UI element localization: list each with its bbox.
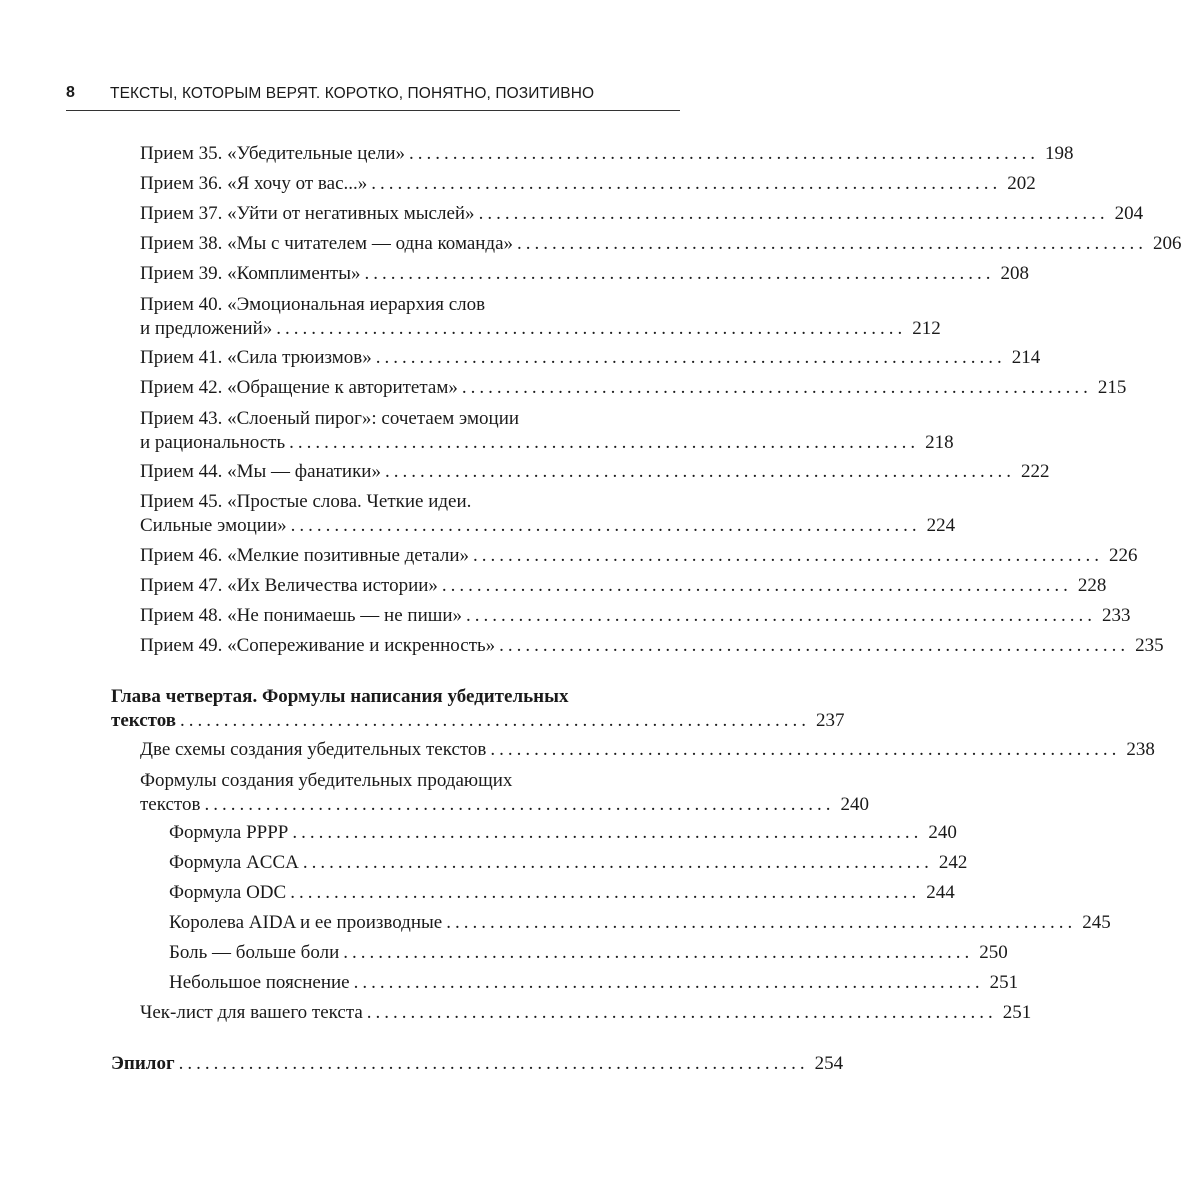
toc-page-number: 212 [912,318,941,339]
toc-page-number: 240 [840,794,869,815]
running-title: ТЕКСТЫ, КОТОРЫМ ВЕРЯТ. КОРОТКО, ПОНЯТНО, ПОЗИТИВНО [110,85,595,102]
leader-dots: ........................................................................ [289,432,920,453]
toc-entry-title: Боль — больше боли [169,942,340,963]
toc-entry-technique-37 [140,202,1144,226]
toc-entry-technique-40 [140,293,941,341]
toc-entry-technique-36 [140,172,1036,196]
leader-dots: ........................................................................ [276,318,907,339]
toc-entry-title: Прием 37. «Уйти от негативных мыслей» [140,203,475,224]
toc-entry-title: Королева AIDA и ее производные [169,912,443,933]
toc-page-number: 215 [1097,377,1127,398]
toc-page-number: 235 [1135,635,1164,656]
toc-page-number: 222 [1020,461,1050,482]
toc-entry-technique-42 [140,376,1127,400]
toc-entry-formula-pppp [169,821,957,845]
toc-entry-title-line1: Формулы создания убедительных продающих [140,770,513,791]
leader-dots: ........................................................................ [441,575,1072,596]
toc-entry-selling-formulas [140,769,869,817]
toc-page-number: 245 [1082,912,1111,933]
toc-entry-title: Прием 39. «Комплименты» [140,263,361,284]
toc-page-number: 204 [1114,203,1144,224]
leader-dots: ........................................................................ [343,942,974,963]
toc-entry-title-line1: Прием 40. «Эмоциональная иерархия слов [140,294,486,315]
toc-page-number: 254 [814,1053,844,1074]
leader-dots: ........................................................................ [375,347,1006,368]
toc-entry-technique-44 [140,460,1050,484]
toc-page-number: 226 [1109,545,1138,566]
toc-entry-epilogue [111,1052,844,1076]
running-header [66,84,680,111]
toc-page-number: 224 [926,515,956,536]
toc-entry-title-line2: Сильные эмоции» [140,515,287,536]
toc-page-number: 242 [938,852,968,873]
toc-chapter-title-line2: текстов [111,710,177,731]
toc-entry-title-line1: Прием 43. «Слоеный пирог»: сочетаем эмоции [140,408,520,429]
toc-entry-technique-38 [140,232,1182,256]
toc-entry-pain [169,941,1008,965]
toc-page-number: 233 [1102,605,1131,626]
toc-entry-title: Эпилог [111,1053,175,1074]
leader-dots: ........................................................................ [302,852,933,873]
toc-entry-title: Прием 49. «Сопереживание и искренность» [140,635,496,656]
leader-dots: ........................................................................ [478,203,1109,224]
toc-page-number: 238 [1126,739,1155,760]
leader-dots: ........................................................................ [178,1053,809,1074]
toc-page-number: 240 [928,822,957,843]
toc-page-number: 244 [926,882,955,903]
toc-entry-checklist [140,1001,1032,1025]
leader-dots: ........................................................................ [366,1002,997,1023]
toc-entry-title: Прием 48. «Не понимаешь — не пиши» [140,605,463,626]
toc-page-number: 250 [979,942,1008,963]
toc-entry-title-line2: текстов [140,794,201,815]
toc-page-number: 202 [1007,173,1036,194]
toc-entry-technique-43 [140,407,954,455]
toc-entry-title-line1: Прием 45. «Простые слова. Четкие идеи. [140,491,472,512]
toc-page-number: 214 [1011,347,1041,368]
toc-entry-technique-46 [140,544,1138,568]
leader-dots: ........................................................................ [490,739,1121,760]
leader-dots: ........................................................................ [384,461,1015,482]
toc-page-number: 228 [1077,575,1107,596]
toc-entry-title-line2: и рациональность [140,432,286,453]
toc-entry-technique-48 [140,604,1131,628]
toc-entry-technique-45 [140,490,956,538]
toc-page-number: 251 [1002,1002,1032,1023]
leader-dots: ........................................................................ [204,794,835,815]
leader-dots: ........................................................................ [292,822,923,843]
toc-entry-title-line2: и предложений» [140,318,273,339]
leader-dots: ........................................................................ [446,912,1077,933]
toc-entry-title: Небольшое пояснение [169,972,350,993]
toc-entry-title: Две схемы создания убедительных текстов [140,739,487,760]
page-number: 8 [66,84,75,101]
leader-dots: ........................................................................ [499,635,1130,656]
toc-entry-formula-acca [169,851,968,875]
toc-entry-technique-41 [140,346,1041,370]
toc-entry-clarification [169,971,1019,995]
toc-entry-title: Прием 42. «Обращение к авторитетам» [140,377,458,398]
toc-entry-aida [169,911,1111,935]
toc-page-number: 251 [989,972,1019,993]
leader-dots: ........................................................................ [461,377,1092,398]
toc-page-number: 208 [1000,263,1029,284]
toc-entry-title: Формула PPPP [169,822,289,843]
leader-dots: ........................................................................ [409,143,1040,164]
toc-entry-title: Чек-лист для вашего текста [140,1002,363,1023]
toc-entry-title: Прием 41. «Сила трюизмов» [140,347,372,368]
toc-chapter-title-line1: Глава четвертая. Формулы написания убедительных [111,686,569,707]
toc-entry-title: Формула ODC [169,882,287,903]
toc-entry-title: Прием 38. «Мы с читателем — одна команда» [140,233,514,254]
toc-entry-technique-35 [140,142,1074,166]
leader-dots: ........................................................................ [290,882,921,903]
leader-dots: ........................................................................ [466,605,1097,626]
toc-entry-technique-39 [140,262,1029,286]
leader-dots: ........................................................................ [517,233,1148,254]
toc-entry-chapter-four [111,685,845,733]
leader-dots: ........................................................................ [180,710,811,731]
leader-dots: ........................................................................ [473,545,1104,566]
toc-entry-title: Прием 36. «Я хочу от вас...» [140,173,368,194]
toc-entry-title: Прием 35. «Убедительные цели» [140,143,406,164]
toc-page-number: 198 [1045,143,1074,164]
toc-entry-technique-47 [140,574,1107,598]
toc-entry-title: Прием 47. «Их Величества истории» [140,575,438,596]
toc-entry-two-schemes [140,738,1155,762]
leader-dots: ........................................................................ [371,173,1002,194]
toc-page-number: 218 [925,432,954,453]
toc-entry-title: Прием 44. «Мы — фанатики» [140,461,381,482]
toc-page-number: 206 [1153,233,1182,254]
toc-entry-title: Прием 46. «Мелкие позитивные детали» [140,545,470,566]
leader-dots: ........................................................................ [364,263,995,284]
toc-entry-title: Формула ACCA [169,852,299,873]
toc-entry-technique-49 [140,634,1164,658]
toc-page-number: 237 [816,710,845,731]
leader-dots: ........................................................................ [353,972,984,993]
toc-entry-formula-odc [169,881,955,905]
leader-dots: ........................................................................ [290,515,921,536]
